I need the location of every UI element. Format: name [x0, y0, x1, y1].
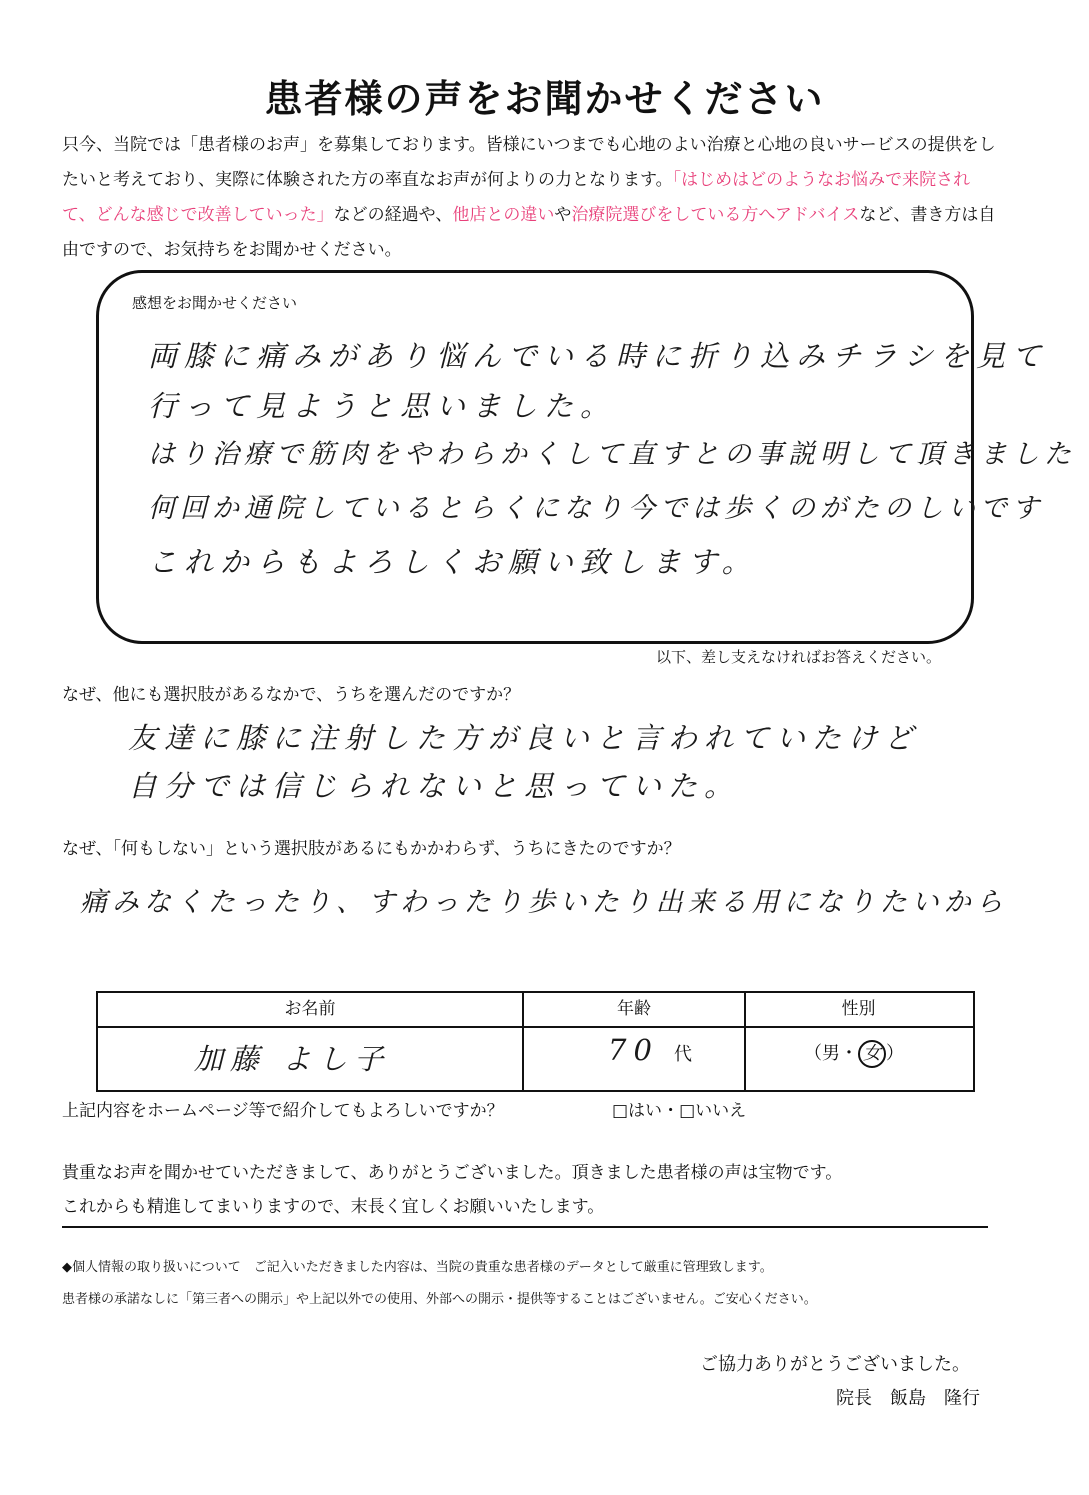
intro-text-1: 只今、当院では「患者様のお声」を募集しております。皆様にいつまでも心地のよい治療と心地の良いサービスの提供をしたいと考えており、実際に体験された方の率直なお声が何よりの力となります。	[62, 135, 996, 190]
consent-yes-checkbox[interactable]: □はい	[612, 1101, 663, 1121]
consent-no-checkbox[interactable]: □いいえ	[679, 1101, 747, 1121]
gender-header: 性別	[841, 999, 876, 1019]
thanks-line-2: これからも精進してまいりますので、末長く宜しくお願いいたします。	[62, 1197, 605, 1217]
director-signature: 院長 飯島 隆行	[836, 1388, 980, 1409]
age-cell	[608, 1033, 692, 1093]
answer-2-line-1: 痛みなくたったり、すわったり歩いたり出来る用になりたいから	[80, 887, 1008, 918]
impression-line-2: 行って見ようと思いました。	[148, 389, 617, 423]
impressions-label: 感想をお聞かせください	[132, 294, 298, 312]
name-value: 加藤 よし子	[194, 1042, 391, 1076]
gender-close: ）	[886, 1043, 904, 1064]
optional-note: 以下、差し支えなければお答えください。	[656, 648, 942, 666]
privacy-line-1: ◆個人情報の取り扱いについて ご記入いただきました内容は、当院の貴重な患者様のデータとして厳重に管理致します。	[62, 1260, 773, 1275]
answer-1-line-2: 自分では信じられないと思っていた。	[128, 769, 741, 803]
answer-1-line-1: 友達に膝に注射した方が良いと言われていたけど	[128, 721, 921, 755]
intro-highlight-3: 治療院選びをしている方へアドバイス	[571, 205, 860, 225]
thanks-line-1: 貴重なお声を聞かせていただきまして、ありがとうございました。頂きました患者様の声は宝物です。	[62, 1163, 843, 1183]
intro-highlight-1: 「はじめはどのようなお悩みで来院されて、どんな感じで改善していった」	[62, 170, 971, 225]
consent-question: 上記内容をホームページ等で紹介してもよろしいですか？	[62, 1101, 504, 1121]
name-header: お名前	[284, 999, 336, 1019]
gender-cell	[804, 1039, 904, 1099]
closing-message: ご協力ありがとうございました。	[700, 1354, 970, 1375]
consent-options	[612, 1096, 746, 1121]
privacy-line-2: 患者様の承諾なしに「第三者への開示」や上記以外での使用、外部への開示・提供等することはございません。ご安心ください。	[62, 1292, 817, 1307]
impression-line-4: 何回か通院しているとらくになり今では歩くのがたのしいです	[148, 493, 1044, 524]
gender-female-circled: 女	[858, 1040, 886, 1068]
age-suffix: 代	[674, 1044, 692, 1065]
gender-open: （男・	[804, 1043, 858, 1064]
intro-highlight-2: 他店との違い	[452, 205, 555, 225]
impression-line-3: はり治療で筋肉をやわらかくして直すとの事説明して頂きました	[148, 439, 1076, 470]
intro-text-4: など、書き方は自由ですので、お気持ちをお聞かせください。	[62, 205, 996, 260]
age-header: 年齢	[617, 999, 651, 1019]
impression-line-1: 両膝に痛みがあり悩んでいる時に折り込みチラシを見て	[148, 339, 1049, 373]
question-1: なぜ、他にも選択肢があるなかで、うちを選んだのですか？	[62, 685, 521, 705]
question-2: なぜ、「何もしない」という選択肢があるにもかかわらず、うちにきたのですか？	[62, 839, 681, 859]
age-value: 70	[608, 1033, 659, 1067]
intro-text-3: や	[554, 205, 572, 225]
divider-rule	[62, 1226, 988, 1228]
intro-paragraph	[62, 128, 1002, 268]
profile-table	[96, 991, 975, 1092]
page-title: 患者様の声をお聞かせください	[264, 77, 825, 121]
impression-line-5: これからもよろしくお願い致します。	[148, 545, 758, 579]
intro-text-2: などの経過や、	[333, 205, 453, 225]
consent-separator: ・	[662, 1101, 680, 1121]
